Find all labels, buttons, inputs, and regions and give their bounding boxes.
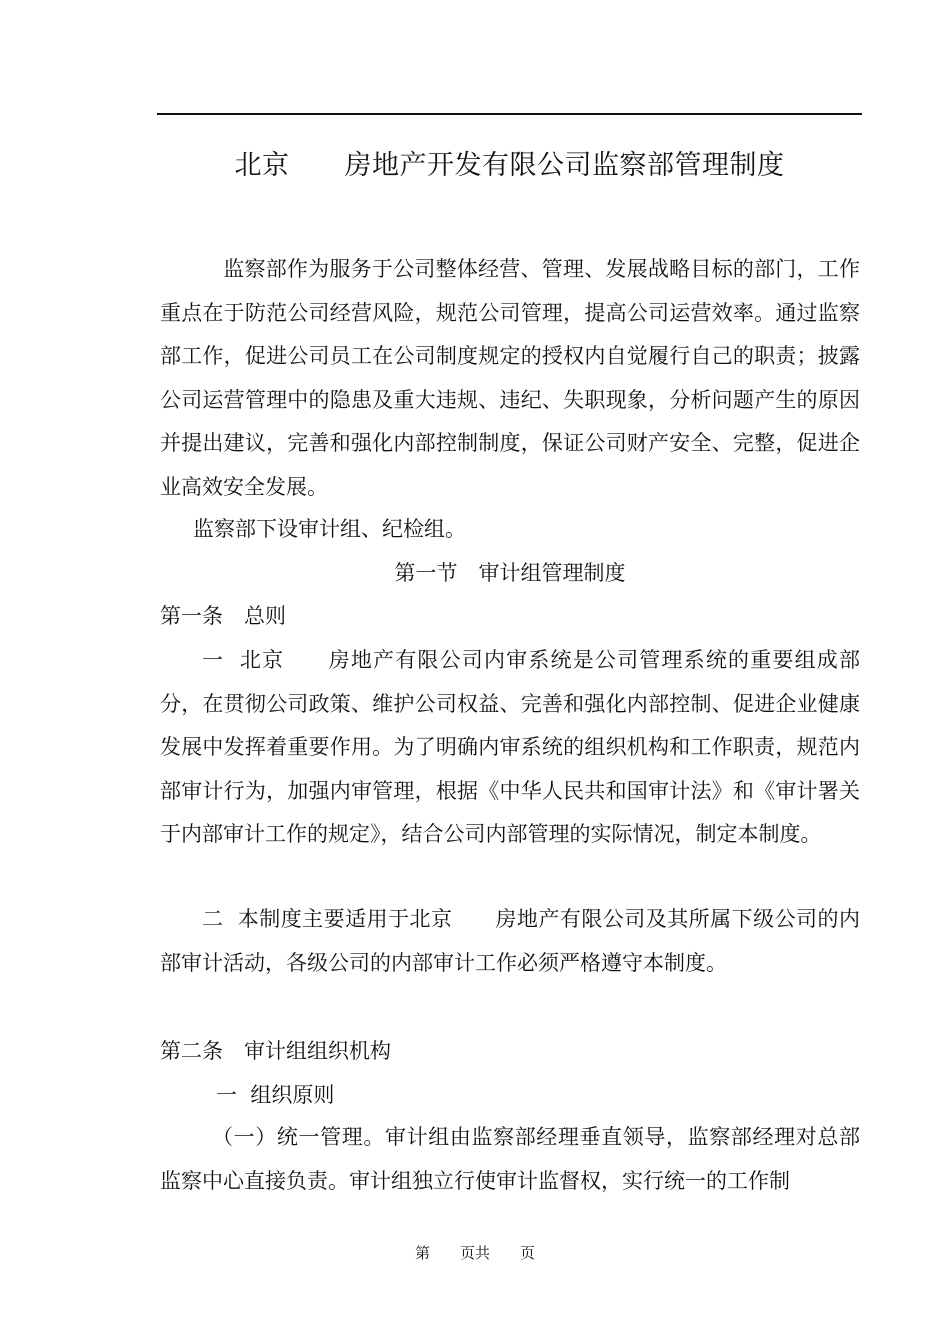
document-title: 北京 房地产开发有限公司监察部管理制度 <box>234 150 785 181</box>
article-one-item-two: 二 本制度主要适用于北京 房地产有限公司及其所属下级公司的内部审计活动，各级公司的内部审计工作必须严格遵守本制度。 <box>160 907 860 975</box>
article-one-heading: 第一条 总则 <box>160 604 286 628</box>
intro-subgroups: 监察部下设审计组、纪检组。 <box>193 517 466 541</box>
article-one-item-one: 一 北京 房地产有限公司内审系统是公司管理系统的重要组成部分，在贯彻公司政策、维护公司权益、完善和强化内部控制、促进企业健康发展中发挥着重要作用。为了明确内审系统的组织机构和工作职责，规范内部审计行为，加强内审管理，根据《中华人民共和国审计法》和《审计署关于内部审计工作的规定》，结合公司内部管理的实际情况，制定本制度。 <box>160 648 860 846</box>
page-footer: 第 页共 页 <box>414 1244 535 1262</box>
article-two-sub-heading: 一 组织原则 <box>216 1083 335 1107</box>
intro-paragraph: 监察部作为服务于公司整体经营、管理、发展战略目标的部门，工作重点在于防范公司经营风险，规范公司管理，提高公司运营效率。通过监察部工作，促进公司员工在公司制度规定的授权内自觉履行自己的职责；披露公司运营管理中的隐患及重大违规、违纪、失职现象，分析问题产生的原因并提出建议，完善和强化内部控制制度，保证公司财产安全、完整，促进企业高效安全发展。 <box>160 257 860 499</box>
section-one-heading: 第一节 审计组管理制度 <box>394 561 626 585</box>
article-two-heading: 第二条 审计组组织机构 <box>160 1039 391 1063</box>
article-two-point-one: （一）统一管理。审计组由监察部经理垂直领导，监察部经理对总部监察中心直接负责。审计组独立行使审计监督权，实行统一的工作制 <box>160 1125 860 1193</box>
header-rule <box>157 113 862 115</box>
